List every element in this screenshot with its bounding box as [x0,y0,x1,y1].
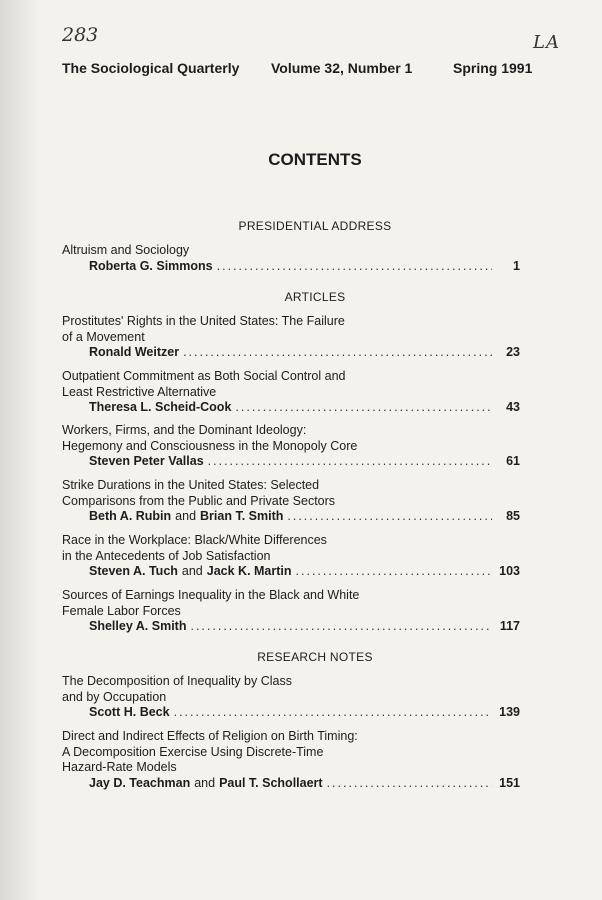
author-connector: and [194,775,216,790]
entry-author-row [62,345,520,361]
entry-author: Shelley A. Smith [89,619,187,633]
entry-author: Jay D. Teachman [89,775,191,790]
entry-title-line: Sources of Earnings Inequality in the Black and White [62,588,360,602]
toc-entry[interactable] [62,674,520,721]
entry-title-line: in the Antecedents of Job Satisfaction [62,548,271,563]
entry-title-line: Hazard-Rate Models [62,760,177,774]
dot-leader [217,259,492,275]
entry-author-row [62,259,520,275]
entry-author: Theresa L. Scheid-Cook [89,400,232,414]
entry-author: Ronald Weitzer [89,345,180,359]
author-connector: and [175,509,197,523]
toc-entry[interactable] [62,533,520,580]
entry-author: Steven A. Tuch [89,564,178,578]
toc-entry[interactable] [62,729,520,791]
entry-author-row [62,509,520,525]
handwritten-reference: LA [533,32,560,53]
dot-leader [190,619,492,635]
toc-entry[interactable] [62,369,520,416]
dot-leader [287,509,492,525]
volume-number: Volume 32, Number 1 [271,60,413,76]
handwritten-number: 283 [62,24,99,46]
entry-author: Paul T. Schollaert [219,775,323,790]
entry-title-line: Hegemony and Consciousness in the Monopoly Core [62,438,358,453]
entry-author: Steven Peter Vallas [89,454,204,468]
entry-author: Scott H. Beck [89,705,170,719]
toc-entry[interactable] [62,243,520,274]
entry-author: Jack K. Martin [206,564,292,578]
entry-author-row [62,564,520,580]
entry-title-line: Female Labor Forces [62,603,181,618]
entry-author-row [62,400,520,416]
entry-title-line: Direct and Indirect Effects of Religion on Birth Timing: [62,729,358,743]
entry-author-row [62,776,520,792]
dot-leader [174,705,492,721]
entry-page-number: 103 [499,564,520,578]
section-heading-presidential: PRESIDENTIAL ADDRESS [238,219,392,233]
entry-title-line: Altruism and Sociology [62,243,190,257]
entry-page-number: 85 [506,509,520,523]
entry-page-number: 117 [499,619,520,633]
entry-author-row [62,454,520,470]
entry-page-number: 139 [499,705,520,719]
entry-title-line: Least Restrictive Alternative [62,384,217,399]
issue-date: Spring 1991 [453,60,533,76]
entry-page-number: 61 [506,454,520,468]
entry-page-number: 43 [506,400,520,414]
entry-title-line: and by Occupation [62,689,167,704]
page-title: CONTENTS [268,150,362,169]
toc-entry[interactable] [62,423,520,470]
dot-leader [327,776,492,792]
entry-title-line: A Decomposition Exercise Using Discrete-Time [62,744,324,759]
dot-leader [208,454,492,470]
entry-title-line: Strike Durations in the United States: Selected [62,478,320,492]
entry-author: Roberta G. Simmons [89,258,213,273]
entry-page-number: 23 [506,345,520,359]
toc-entry[interactable] [62,588,520,635]
entry-page-number: 1 [513,258,520,273]
author-connector: and [181,564,203,578]
dot-leader [183,345,492,361]
toc-entry[interactable] [62,314,520,361]
entry-author: Beth A. Rubin [89,509,172,523]
binding-shadow [0,0,40,900]
entry-author-row [62,705,520,721]
entry-title-line: Outpatient Commitment as Both Social Control and [62,369,346,383]
entry-author: Brian T. Smith [200,509,284,523]
entry-author-row [62,619,520,635]
section-heading-articles: ARTICLES [284,290,346,304]
entry-title-line: Comparisons from the Public and Private Sectors [62,493,336,508]
journal-name: The Sociological Quarterly [62,60,240,76]
section-heading-research-notes: RESEARCH NOTES [257,650,373,664]
entry-title-line: Prostitutes' Rights in the United States: The Failure [62,314,345,328]
entry-title-line: The Decomposition of Inequality by Class [62,674,292,688]
dot-leader [235,400,492,416]
entry-page-number: 151 [499,775,520,790]
entry-title-line: Race in the Workplace: Black/White Differences [62,533,327,547]
entry-title-line: Workers, Firms, and the Dominant Ideology: [62,423,307,437]
toc-entry[interactable] [62,478,520,525]
entry-title-line: of a Movement [62,329,145,344]
dot-leader [296,564,492,580]
